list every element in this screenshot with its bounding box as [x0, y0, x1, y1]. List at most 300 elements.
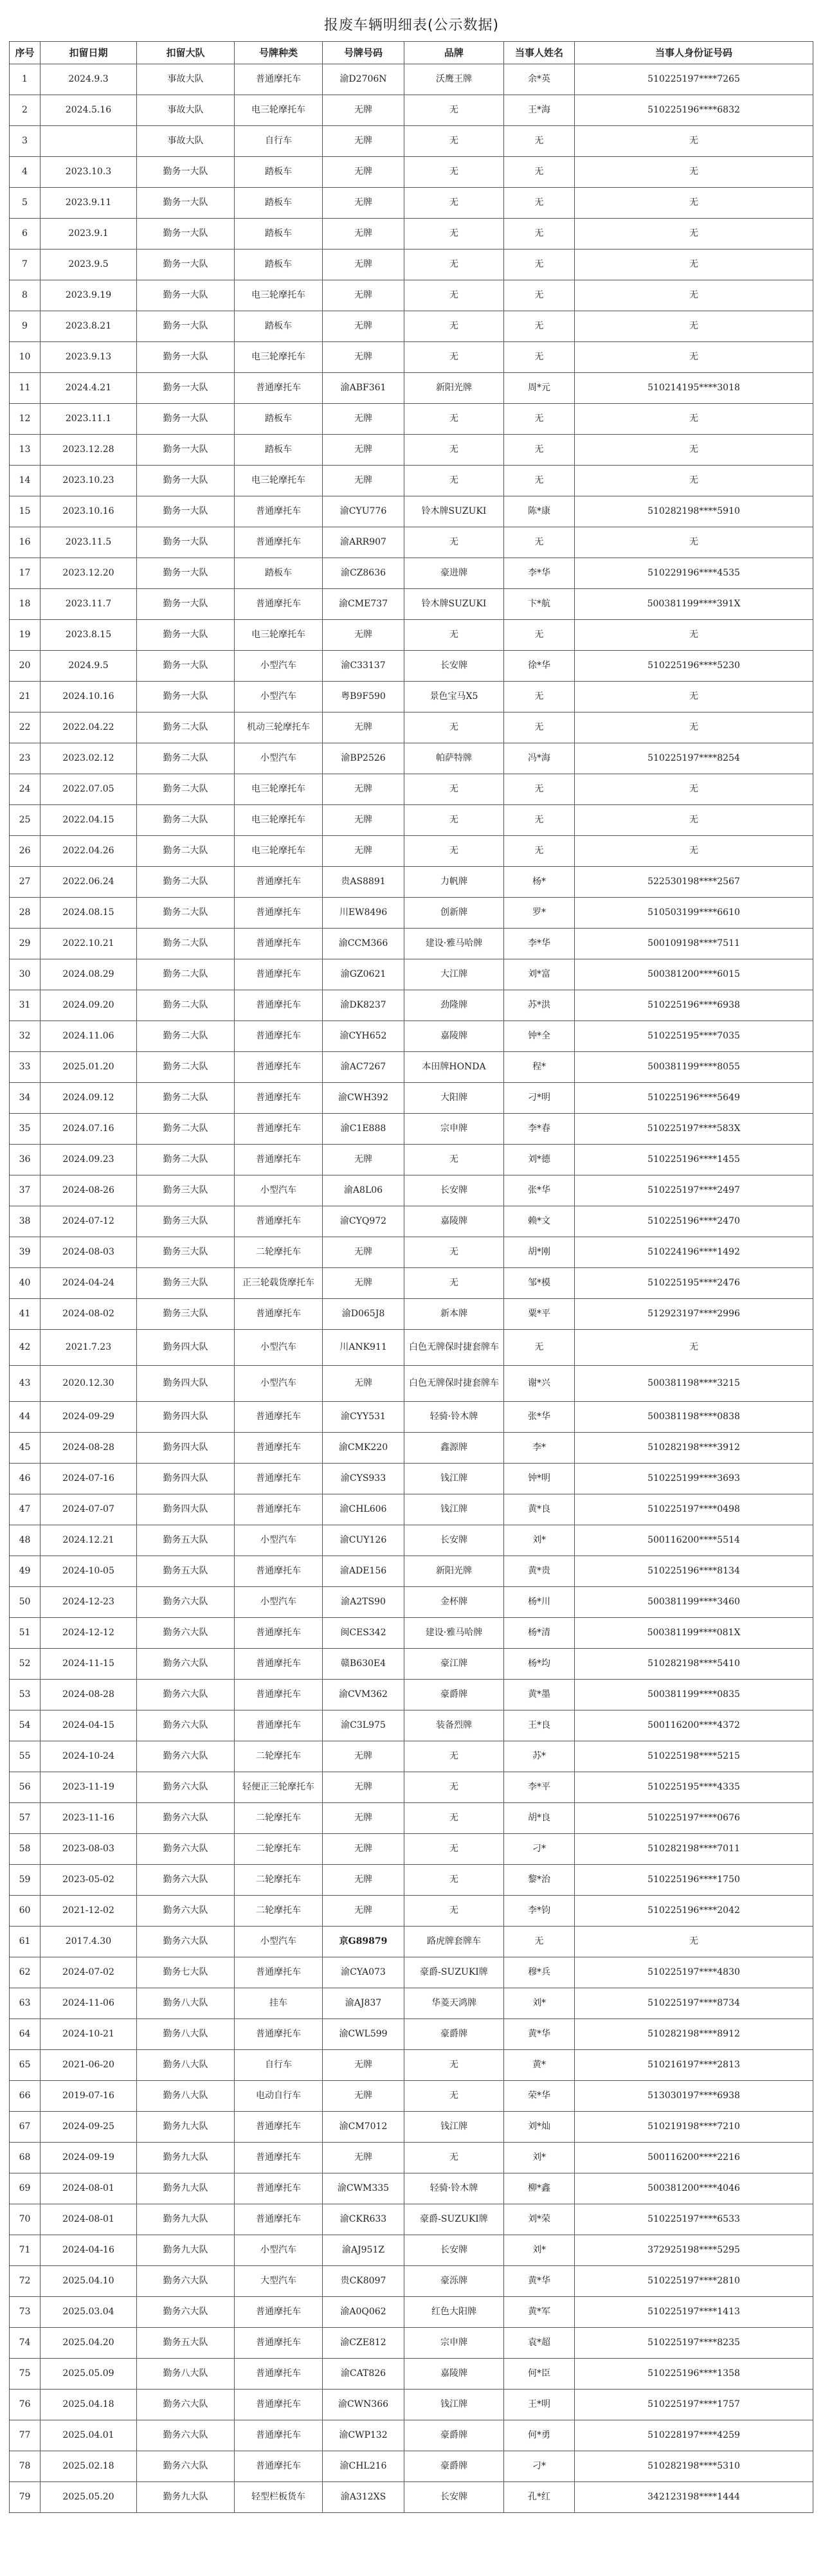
cell-date: 2024.12.21: [41, 1525, 137, 1556]
table-row: [10, 2359, 813, 2390]
cell-brigade: 勤务二大队: [137, 743, 235, 774]
cell-brand: 无: [404, 219, 504, 249]
table-row: [10, 990, 813, 1021]
cell-plate-number: 闽CES342: [323, 1618, 404, 1649]
cell-plate-type: 电三轮摩托车: [235, 620, 323, 651]
cell-brand: 长安牌: [404, 2235, 504, 2266]
cell-party-name: 袁*超: [504, 2328, 575, 2359]
cell-party-name: 无: [504, 836, 575, 867]
cell-party-name: 刘*: [504, 2235, 575, 2266]
cell-plate-number: 无牌: [323, 126, 404, 157]
cell-index: 20: [10, 651, 41, 682]
cell-index: 68: [10, 2143, 41, 2173]
cell-brand: 白色无牌保时捷套牌车: [404, 1330, 504, 1366]
cell-plate-number: 贵CK8097: [323, 2266, 404, 2297]
cell-brigade: 勤务二大队: [137, 990, 235, 1021]
cell-date: 2024-10-24: [41, 1741, 137, 1772]
table-row: [10, 959, 813, 990]
cell-index: 69: [10, 2173, 41, 2204]
cell-plate-type: 电三轮摩托车: [235, 280, 323, 311]
cell-plate-type: 普通摩托车: [235, 1114, 323, 1145]
cell-date: 2025.03.04: [41, 2297, 137, 2328]
cell-id-number: 500381198****0838: [575, 1402, 813, 1433]
cell-plate-number: 无牌: [323, 219, 404, 249]
table-row: [10, 157, 813, 188]
cell-id-number: 510225197****8235: [575, 2328, 813, 2359]
cell-id-number: 510225196****5649: [575, 1083, 813, 1114]
table-row: [10, 2235, 813, 2266]
cell-plate-number: 渝CYA073: [323, 1957, 404, 1988]
cell-plate-type: 普通摩托车: [235, 2019, 323, 2050]
cell-brand: 无: [404, 805, 504, 836]
cell-date: 2024-08-26: [41, 1175, 137, 1206]
cell-party-name: 荣*华: [504, 2081, 575, 2112]
cell-brigade: 勤务四大队: [137, 1402, 235, 1433]
cell-plate-number: 渝ARR907: [323, 527, 404, 558]
cell-plate-number: 渝C1E888: [323, 1114, 404, 1145]
cell-id-number: 510229196****4535: [575, 558, 813, 589]
cell-plate-number: 无牌: [323, 836, 404, 867]
cell-party-name: 黄*华: [504, 2266, 575, 2297]
cell-party-name: 无: [504, 404, 575, 435]
cell-brigade: 勤务六大队: [137, 1803, 235, 1834]
cell-party-name: 刁*: [504, 2451, 575, 2482]
cell-plate-number: 渝A8L06: [323, 1175, 404, 1206]
cell-party-name: 无: [504, 1330, 575, 1366]
cell-brand: 无: [404, 188, 504, 219]
cell-plate-number: 川EW8496: [323, 898, 404, 929]
cell-index: 34: [10, 1083, 41, 1114]
cell-party-name: 杨*清: [504, 1618, 575, 1649]
cell-index: 27: [10, 867, 41, 898]
cell-party-name: 无: [504, 157, 575, 188]
cell-brigade: 事故大队: [137, 95, 235, 126]
table-row: [10, 2297, 813, 2328]
cell-brand: 无: [404, 1145, 504, 1175]
cell-id-number: 无: [575, 249, 813, 280]
cell-date: 2019-07-16: [41, 2081, 137, 2112]
cell-plate-number: 渝CM7012: [323, 2112, 404, 2143]
cell-index: 14: [10, 466, 41, 496]
cell-plate-number: 渝CWH392: [323, 1083, 404, 1114]
cell-plate-number: 无牌: [323, 157, 404, 188]
cell-brand: 无: [404, 836, 504, 867]
cell-date: 2024-09-25: [41, 2112, 137, 2143]
cell-party-name: 黄*华: [504, 2019, 575, 2050]
cell-index: 49: [10, 1556, 41, 1587]
cell-brigade: 勤务二大队: [137, 959, 235, 990]
cell-index: 76: [10, 2390, 41, 2420]
cell-party-name: 杨*川: [504, 1587, 575, 1618]
cell-party-name: 赖*文: [504, 1206, 575, 1237]
table-row: [10, 280, 813, 311]
cell-plate-type: 普通摩托车: [235, 1680, 323, 1710]
table-row: [10, 527, 813, 558]
cell-index: 17: [10, 558, 41, 589]
table-row: [10, 682, 813, 712]
cell-brand: 大阳牌: [404, 1083, 504, 1114]
cell-party-name: 无: [504, 280, 575, 311]
cell-brand: 无: [404, 2143, 504, 2173]
cell-brigade: 勤务二大队: [137, 867, 235, 898]
cell-party-name: 何*勇: [504, 2420, 575, 2451]
header-index: 序号: [10, 42, 41, 64]
cell-date: 2023.12.20: [41, 558, 137, 589]
cell-plate-type: 自行车: [235, 2050, 323, 2081]
cell-plate-number: 无牌: [323, 774, 404, 805]
cell-date: 2024-10-05: [41, 1556, 137, 1587]
cell-plate-type: 普通摩托车: [235, 1299, 323, 1330]
table-row: [10, 1237, 813, 1268]
cell-index: 65: [10, 2050, 41, 2081]
cell-plate-type: 普通摩托车: [235, 2451, 323, 2482]
cell-brand: 红色大阳牌: [404, 2297, 504, 2328]
cell-date: 2024.9.5: [41, 651, 137, 682]
cell-index: 52: [10, 1649, 41, 1680]
cell-brigade: 勤务一大队: [137, 682, 235, 712]
table-row: [10, 1865, 813, 1896]
cell-party-name: 胡*良: [504, 1803, 575, 1834]
cell-brand: 豪江牌: [404, 1649, 504, 1680]
cell-plate-type: 大型汽车: [235, 2266, 323, 2297]
cell-date: 2017.4.30: [41, 1927, 137, 1957]
cell-index: 55: [10, 1741, 41, 1772]
cell-date: 2022.10.21: [41, 929, 137, 959]
cell-plate-type: 电动自行车: [235, 2081, 323, 2112]
cell-id-number: 510225195****2476: [575, 1268, 813, 1299]
cell-plate-number: 渝CHL606: [323, 1494, 404, 1525]
header-brand: 品牌: [404, 42, 504, 64]
cell-date: 2024.08.29: [41, 959, 137, 990]
cell-plate-type: 小型汽车: [235, 1175, 323, 1206]
cell-plate-number: 无牌: [323, 2143, 404, 2173]
cell-plate-number: 无牌: [323, 188, 404, 219]
cell-plate-type: 普通摩托车: [235, 589, 323, 620]
table-row: [10, 774, 813, 805]
cell-date: 2025.04.20: [41, 2328, 137, 2359]
cell-date: 2024-07-12: [41, 1206, 137, 1237]
cell-brand: 沃鹰王牌: [404, 64, 504, 95]
cell-plate-type: 小型汽车: [235, 651, 323, 682]
cell-plate-type: 踏板车: [235, 157, 323, 188]
cell-brigade: 勤务二大队: [137, 836, 235, 867]
cell-date: 2025.05.09: [41, 2359, 137, 2390]
cell-index: 40: [10, 1268, 41, 1299]
cell-party-name: 黎*治: [504, 1865, 575, 1896]
cell-plate-number: 渝CME737: [323, 589, 404, 620]
cell-id-number: 510282198****5910: [575, 496, 813, 527]
header-brigade: 扣留大队: [137, 42, 235, 64]
table-row: [10, 2204, 813, 2235]
cell-brand: 无: [404, 466, 504, 496]
cell-brand: 轻骑·铃木牌: [404, 1402, 504, 1433]
cell-date: 2024-08-01: [41, 2204, 137, 2235]
cell-party-name: 粟*平: [504, 1299, 575, 1330]
cell-plate-type: 普通摩托车: [235, 1083, 323, 1114]
header-id-number: 当事人身份证号码: [575, 42, 813, 64]
cell-id-number: 无: [575, 836, 813, 867]
cell-date: 2024-07-16: [41, 1464, 137, 1494]
cell-brigade: 勤务九大队: [137, 2173, 235, 2204]
cell-date: 2024.9.3: [41, 64, 137, 95]
table-row: [10, 2050, 813, 2081]
cell-index: 30: [10, 959, 41, 990]
table-row: [10, 188, 813, 219]
cell-brigade: 勤务五大队: [137, 1556, 235, 1587]
cell-id-number: 510225197****4830: [575, 1957, 813, 1988]
cell-id-number: 510225197****1413: [575, 2297, 813, 2328]
cell-index: 35: [10, 1114, 41, 1145]
cell-brigade: 勤务一大队: [137, 249, 235, 280]
cell-id-number: 无: [575, 1927, 813, 1957]
cell-date: 2023.11.5: [41, 527, 137, 558]
cell-plate-type: 普通摩托车: [235, 2390, 323, 2420]
cell-plate-number: 渝CYQ972: [323, 1206, 404, 1237]
cell-brand: 豪爵牌: [404, 2019, 504, 2050]
cell-index: 54: [10, 1710, 41, 1741]
cell-plate-type: 小型汽车: [235, 1525, 323, 1556]
cell-plate-type: 踏板车: [235, 404, 323, 435]
cell-id-number: 510282198****8912: [575, 2019, 813, 2050]
cell-brigade: 勤务三大队: [137, 1206, 235, 1237]
cell-plate-number: 无牌: [323, 712, 404, 743]
table-row: [10, 1083, 813, 1114]
cell-brigade: 勤务一大队: [137, 342, 235, 373]
cell-brigade: 勤务一大队: [137, 558, 235, 589]
cell-brand: 力帆牌: [404, 867, 504, 898]
cell-id-number: 无: [575, 188, 813, 219]
cell-plate-number: 渝A0Q062: [323, 2297, 404, 2328]
cell-index: 53: [10, 1680, 41, 1710]
cell-index: 1: [10, 64, 41, 95]
cell-brand: 本田牌HONDA: [404, 1052, 504, 1083]
cell-date: 2024-11-15: [41, 1649, 137, 1680]
cell-party-name: 谢*兴: [504, 1366, 575, 1402]
cell-brand: 钱江牌: [404, 2390, 504, 2420]
cell-brigade: 勤务六大队: [137, 1865, 235, 1896]
cell-index: 3: [10, 126, 41, 157]
cell-id-number: 无: [575, 157, 813, 188]
cell-date: 2024-07-07: [41, 1494, 137, 1525]
cell-brand: 无: [404, 435, 504, 466]
cell-index: 60: [10, 1896, 41, 1927]
cell-id-number: 500381199****391X: [575, 589, 813, 620]
cell-date: 2024-08-28: [41, 1433, 137, 1464]
cell-brand: 无: [404, 712, 504, 743]
cell-index: 24: [10, 774, 41, 805]
cell-plate-type: 普通摩托车: [235, 1464, 323, 1494]
cell-party-name: 苏*洪: [504, 990, 575, 1021]
cell-party-name: 刁*: [504, 1834, 575, 1865]
cell-id-number: 无: [575, 435, 813, 466]
cell-brand: 长安牌: [404, 2482, 504, 2513]
cell-brand: 无: [404, 1741, 504, 1772]
table-row: [10, 2390, 813, 2420]
cell-party-name: 刘*富: [504, 959, 575, 990]
table-row: [10, 1206, 813, 1237]
cell-plate-type: 电三轮摩托车: [235, 466, 323, 496]
cell-plate-number: 渝CWP132: [323, 2420, 404, 2451]
cell-brigade: 勤务二大队: [137, 1083, 235, 1114]
cell-date: 2022.07.05: [41, 774, 137, 805]
cell-id-number: 无: [575, 219, 813, 249]
cell-brigade: 勤务一大队: [137, 496, 235, 527]
cell-party-name: 张*华: [504, 1402, 575, 1433]
cell-date: 2025.05.20: [41, 2482, 137, 2513]
cell-brand: 装备烈牌: [404, 1710, 504, 1741]
cell-brigade: 勤务六大队: [137, 1927, 235, 1957]
cell-party-name: 黄*: [504, 2050, 575, 2081]
cell-brigade: 勤务六大队: [137, 2297, 235, 2328]
cell-id-number: 510225198****5215: [575, 1741, 813, 1772]
cell-brand: 豪爵牌: [404, 1680, 504, 1710]
cell-plate-number: 渝A2TS90: [323, 1587, 404, 1618]
cell-id-number: 510225197****0498: [575, 1494, 813, 1525]
cell-party-name: 无: [504, 527, 575, 558]
cell-brand: 建设·雅马哈牌: [404, 929, 504, 959]
cell-id-number: 500381198****3215: [575, 1366, 813, 1402]
cell-brand: 无: [404, 157, 504, 188]
table-row: [10, 2173, 813, 2204]
cell-index: 79: [10, 2482, 41, 2513]
cell-index: 71: [10, 2235, 41, 2266]
cell-date: 2023.02.12: [41, 743, 137, 774]
table-row: [10, 1741, 813, 1772]
cell-brigade: 勤务八大队: [137, 2019, 235, 2050]
cell-id-number: 无: [575, 805, 813, 836]
cell-date: 2025.02.18: [41, 2451, 137, 2482]
cell-brigade: 勤务一大队: [137, 157, 235, 188]
cell-plate-number: 无牌: [323, 1268, 404, 1299]
cell-brand: 长安牌: [404, 1175, 504, 1206]
table-row: [10, 219, 813, 249]
cell-brigade: 勤务一大队: [137, 589, 235, 620]
cell-date: 2024-11-06: [41, 1988, 137, 2019]
cell-plate-type: 二轮摩托车: [235, 1237, 323, 1268]
table-row: [10, 1366, 813, 1402]
cell-plate-number: 渝AC7267: [323, 1052, 404, 1083]
table-row: [10, 2482, 813, 2513]
cell-brigade: 事故大队: [137, 64, 235, 95]
cell-plate-number: 无牌: [323, 1741, 404, 1772]
cell-brand: 宗申牌: [404, 2328, 504, 2359]
table-row: [10, 1175, 813, 1206]
cell-id-number: 510503199****6610: [575, 898, 813, 929]
cell-brand: 新阳光牌: [404, 1556, 504, 1587]
cell-party-name: 王*海: [504, 95, 575, 126]
cell-plate-number: 无牌: [323, 342, 404, 373]
cell-id-number: 无: [575, 620, 813, 651]
cell-plate-number: 渝D065J8: [323, 1299, 404, 1330]
cell-party-name: 无: [504, 805, 575, 836]
cell-plate-type: 踏板车: [235, 558, 323, 589]
cell-brigade: 勤务一大队: [137, 620, 235, 651]
cell-id-number: 510225197****0676: [575, 1803, 813, 1834]
cell-id-number: 510225197****7265: [575, 64, 813, 95]
cell-index: 39: [10, 1237, 41, 1268]
cell-plate-number: 无牌: [323, 1772, 404, 1803]
cell-brigade: 勤务一大队: [137, 373, 235, 404]
cell-brand: 铃木牌SUZUKI: [404, 496, 504, 527]
cell-brand: 无: [404, 311, 504, 342]
cell-index: 28: [10, 898, 41, 929]
cell-id-number: 500381199****081X: [575, 1618, 813, 1649]
cell-index: 33: [10, 1052, 41, 1083]
cell-party-name: 罗*: [504, 898, 575, 929]
table-row: [10, 2081, 813, 2112]
cell-plate-number: 无牌: [323, 95, 404, 126]
cell-brand: 无: [404, 774, 504, 805]
cell-brigade: 勤务一大队: [137, 527, 235, 558]
cell-index: 25: [10, 805, 41, 836]
header-party-name: 当事人姓名: [504, 42, 575, 64]
cell-plate-number: 无牌: [323, 1834, 404, 1865]
cell-brigade: 勤务六大队: [137, 1587, 235, 1618]
cell-plate-type: 电三轮摩托车: [235, 95, 323, 126]
cell-index: 37: [10, 1175, 41, 1206]
cell-plate-type: 普通摩托车: [235, 1052, 323, 1083]
cell-id-number: 无: [575, 404, 813, 435]
cell-plate-number: 渝CYY531: [323, 1402, 404, 1433]
table-row: [10, 249, 813, 280]
cell-brigade: 勤务六大队: [137, 2420, 235, 2451]
cell-plate-type: 普通摩托车: [235, 373, 323, 404]
table-row: [10, 311, 813, 342]
table-row: [10, 1803, 813, 1834]
cell-index: 26: [10, 836, 41, 867]
cell-date: 2023.10.3: [41, 157, 137, 188]
cell-plate-number: 赣B630E4: [323, 1649, 404, 1680]
cell-date: 2024-04-16: [41, 2235, 137, 2266]
cell-plate-type: 轻便正三轮摩托车: [235, 1772, 323, 1803]
cell-plate-number: 渝CZ8636: [323, 558, 404, 589]
cell-plate-type: 二轮摩托车: [235, 1834, 323, 1865]
table-row: [10, 95, 813, 126]
cell-plate-type: 普通摩托车: [235, 1206, 323, 1237]
cell-brigade: 勤务六大队: [137, 1649, 235, 1680]
cell-brigade: 勤务九大队: [137, 2204, 235, 2235]
cell-party-name: 杨*: [504, 867, 575, 898]
cell-index: 70: [10, 2204, 41, 2235]
cell-id-number: 512923197****2996: [575, 1299, 813, 1330]
cell-plate-type: 普通摩托车: [235, 2173, 323, 2204]
cell-id-number: 510225197****2810: [575, 2266, 813, 2297]
cell-plate-number: 渝CYS933: [323, 1464, 404, 1494]
table-row: [10, 2266, 813, 2297]
cell-plate-type: 普通摩托车: [235, 929, 323, 959]
table-row: [10, 2019, 813, 2050]
cell-date: 2024-12-12: [41, 1618, 137, 1649]
cell-plate-number: 渝CWL599: [323, 2019, 404, 2050]
cell-date: 2021-06-20: [41, 2050, 137, 2081]
cell-date: 2025.04.18: [41, 2390, 137, 2420]
table-row: [10, 589, 813, 620]
cell-party-name: 无: [504, 311, 575, 342]
cell-plate-type: 普通摩托车: [235, 990, 323, 1021]
cell-party-name: 黄*军: [504, 2297, 575, 2328]
cell-plate-number: 渝CZE812: [323, 2328, 404, 2359]
cell-date: 2025.04.10: [41, 2266, 137, 2297]
cell-plate-number: 无牌: [323, 1803, 404, 1834]
cell-plate-number: 无牌: [323, 2081, 404, 2112]
cell-plate-type: 普通摩托车: [235, 1402, 323, 1433]
cell-date: 2024-07-02: [41, 1957, 137, 1988]
cell-date: 2024.08.15: [41, 898, 137, 929]
cell-index: 57: [10, 1803, 41, 1834]
cell-id-number: 510225197****1757: [575, 2390, 813, 2420]
cell-brigade: 勤务三大队: [137, 1175, 235, 1206]
cell-plate-number: 渝CHL216: [323, 2451, 404, 2482]
